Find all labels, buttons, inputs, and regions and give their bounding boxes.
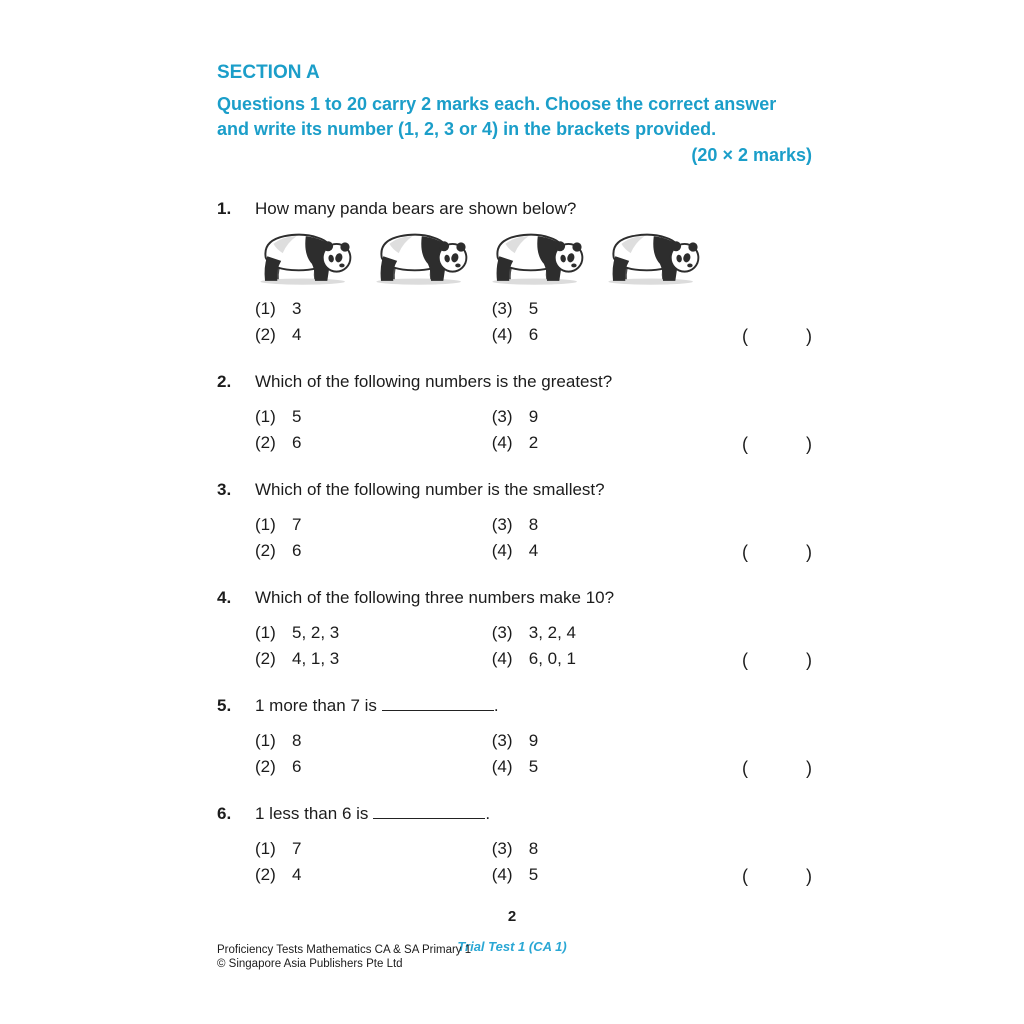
question-number: 3. — [217, 480, 232, 499]
instructions-line-1: Questions 1 to 20 carry 2 marks each. Choose the correct answer — [217, 94, 777, 114]
option-value: 8 — [528, 515, 539, 534]
bracket-open: ( — [742, 650, 748, 670]
question-text: How many panda bears are shown below? — [255, 199, 577, 218]
option-4 — [492, 322, 538, 348]
option-label: (2) — [255, 541, 276, 560]
question-text: 1 less than 6 is — [255, 804, 369, 823]
option-label: (4) — [491, 325, 513, 344]
option-label: (2) — [255, 865, 276, 884]
bracket-open: ( — [742, 758, 748, 778]
option-value: 6 — [292, 541, 302, 560]
option-1 — [255, 404, 487, 430]
option-1 — [255, 296, 487, 322]
footer-center — [0, 908, 1024, 954]
option-label: (3) — [491, 515, 513, 534]
question-number: 5. — [217, 696, 232, 715]
question-number: 1. — [217, 199, 232, 218]
option-value: 5, 2, 3 — [292, 623, 340, 642]
option-2 — [255, 754, 487, 780]
option-4 — [492, 538, 538, 564]
option-value: 6 — [528, 325, 539, 344]
option-value: 8 — [528, 839, 539, 858]
options — [255, 728, 812, 780]
options — [255, 404, 812, 456]
option-label: (4) — [491, 433, 513, 452]
option-value: 5 — [528, 757, 539, 776]
option-value: 4 — [292, 865, 302, 884]
option-label: (1) — [255, 839, 276, 858]
option-3 — [492, 296, 538, 322]
bracket-close: ) — [806, 434, 812, 454]
bracket-open: ( — [742, 866, 748, 886]
instructions-line-2: and write its number (1, 2, 3 or 4) in the brackets provided. — [217, 119, 717, 139]
option-3 — [492, 728, 538, 754]
option-value: 6 — [292, 757, 302, 776]
marks-note: (20 × 2 marks) — [691, 145, 812, 165]
option-3 — [492, 620, 576, 646]
option-label: (3) — [491, 839, 513, 858]
option-2 — [255, 862, 487, 888]
option-2 — [255, 538, 487, 564]
option-1 — [255, 512, 487, 538]
panda-icon — [255, 227, 355, 287]
option-value: 5 — [292, 407, 302, 426]
option-2 — [255, 646, 487, 672]
question-text: 1 more than 7 is — [255, 696, 377, 715]
option-value: 9 — [528, 407, 539, 426]
option-label: (4) — [491, 865, 513, 884]
bracket-open: ( — [742, 542, 748, 562]
footer-copyright: © Singapore Asia Publishers Pte Ltd — [217, 958, 403, 970]
option-4 — [492, 754, 538, 780]
question-text: Which of the following three numbers make 10? — [255, 588, 615, 607]
option-3 — [492, 836, 538, 862]
page-number: 2 — [507, 908, 517, 925]
page-content — [217, 60, 812, 909]
option-label: (1) — [255, 731, 276, 750]
option-value: 6 — [292, 433, 302, 452]
option-4 — [492, 646, 576, 672]
blank-period: . — [493, 696, 499, 715]
option-label: (3) — [491, 623, 513, 642]
answer-bracket — [742, 326, 812, 347]
option-label: (2) — [255, 757, 276, 776]
footer-left — [217, 943, 471, 971]
answer-bracket — [742, 650, 812, 671]
option-label: (2) — [255, 433, 276, 452]
answer-blank — [382, 697, 494, 711]
bracket-open: ( — [742, 434, 748, 454]
footer-series-title: Proficiency Tests Mathematics CA & SA Primary 1 — [217, 944, 472, 956]
option-1 — [255, 836, 487, 862]
option-value: 4, 1, 3 — [292, 649, 340, 668]
option-1 — [255, 728, 487, 754]
panda-icon — [487, 227, 587, 287]
question-3 — [217, 477, 812, 564]
option-label: (2) — [255, 325, 276, 344]
bracket-close: ) — [806, 650, 812, 670]
answer-bracket — [742, 434, 812, 455]
option-label: (1) — [255, 407, 276, 426]
question-6 — [217, 801, 812, 888]
option-label: (1) — [255, 299, 276, 318]
option-label: (2) — [255, 649, 276, 668]
option-value: 2 — [528, 433, 539, 452]
question-1 — [217, 196, 812, 348]
option-1 — [255, 620, 487, 646]
option-value: 7 — [292, 839, 302, 858]
question-4 — [217, 585, 812, 672]
option-value: 3 — [292, 299, 302, 318]
bracket-close: ) — [806, 542, 812, 562]
option-3 — [492, 512, 538, 538]
bracket-close: ) — [806, 758, 812, 778]
answer-blank — [373, 805, 485, 819]
options — [255, 836, 812, 888]
answer-bracket — [742, 542, 812, 563]
option-value: 5 — [528, 865, 539, 884]
panda-illustration-row — [255, 227, 812, 287]
bracket-close: ) — [806, 326, 812, 346]
option-value: 5 — [528, 299, 539, 318]
option-value: 6, 0, 1 — [528, 649, 576, 668]
options — [255, 620, 812, 672]
option-label: (1) — [255, 515, 276, 534]
option-2 — [255, 322, 487, 348]
question-number: 2. — [217, 372, 232, 391]
answer-bracket — [742, 758, 812, 779]
bracket-close: ) — [806, 866, 812, 886]
option-value: 3, 2, 4 — [528, 623, 576, 642]
option-label: (3) — [491, 731, 513, 750]
answer-bracket — [742, 866, 812, 887]
options — [255, 296, 812, 348]
option-label: (3) — [491, 407, 513, 426]
options — [255, 512, 812, 564]
option-3 — [492, 404, 538, 430]
option-value: 4 — [528, 541, 539, 560]
panda-icon — [603, 227, 703, 287]
question-number: 6. — [217, 804, 232, 823]
option-label: (4) — [491, 757, 513, 776]
option-2 — [255, 430, 487, 456]
option-value: 7 — [292, 515, 302, 534]
question-text: Which of the following numbers is the greatest? — [255, 372, 613, 391]
panda-icon — [371, 227, 471, 287]
section-title: SECTION A — [217, 62, 320, 83]
option-value: 8 — [292, 731, 302, 750]
bracket-open: ( — [742, 326, 748, 346]
option-label: (4) — [491, 649, 513, 668]
option-value: 4 — [292, 325, 302, 344]
footer-test-title: Trial Test 1 (CA 1) — [457, 939, 567, 954]
option-label: (3) — [491, 299, 513, 318]
question-text: Which of the following number is the smallest? — [255, 480, 605, 499]
option-value: 9 — [528, 731, 539, 750]
option-4 — [492, 430, 538, 456]
option-label: (4) — [491, 541, 513, 560]
question-5 — [217, 693, 812, 780]
option-label: (1) — [255, 623, 276, 642]
question-number: 4. — [217, 588, 232, 607]
option-4 — [492, 862, 538, 888]
blank-period: . — [485, 804, 491, 823]
question-2 — [217, 369, 812, 456]
